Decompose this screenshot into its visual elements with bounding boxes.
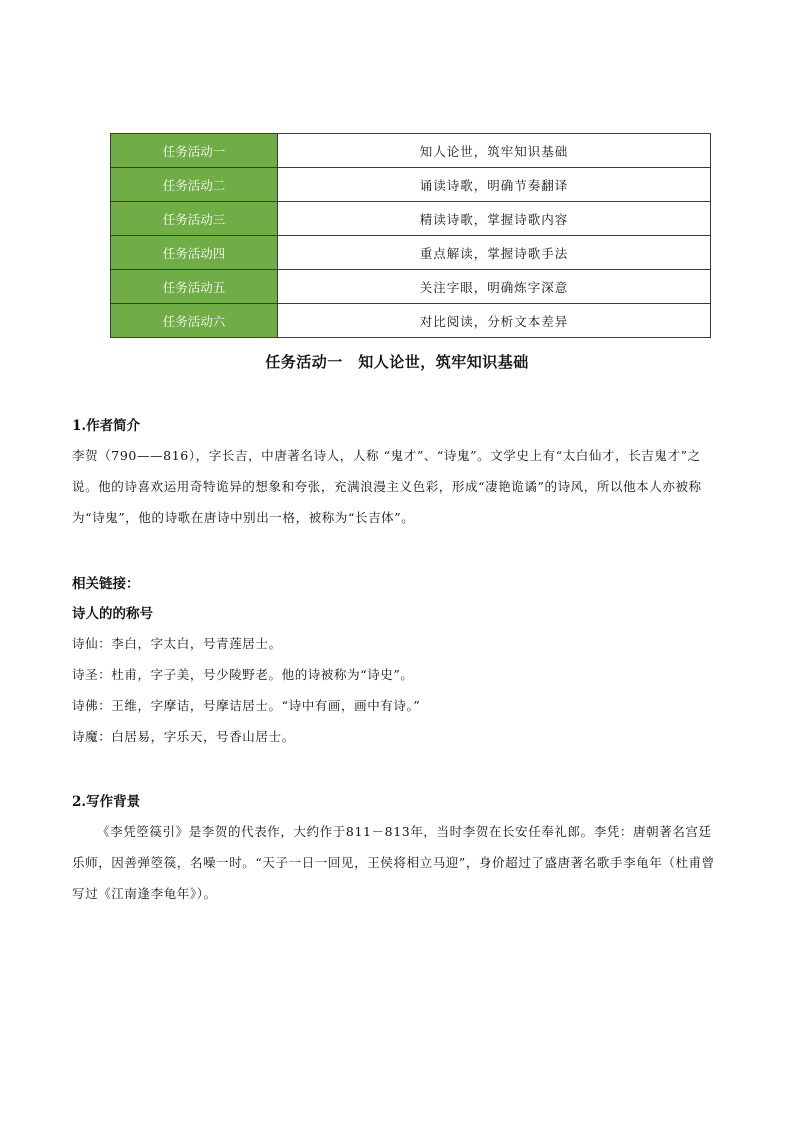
task-activity-table bbox=[110, 133, 711, 338]
table-row bbox=[111, 134, 711, 168]
list-item: 诗魔：白居易，字乐天，号香山居士。 bbox=[72, 729, 295, 744]
table-row bbox=[111, 202, 711, 236]
description-cell: 对比阅读，分析文本差异 bbox=[278, 304, 711, 338]
description-cell: 重点解读，掌握诗歌手法 bbox=[278, 236, 711, 270]
related-subheading: 诗人的的称号 bbox=[72, 606, 153, 622]
background-paragraph: 《李凭箜篌引》是李贺的代表作，大约作于811－813年，当时李贺在长安任奉礼郎。李凭：唐朝著名宫廷乐师，因善弹箜篌，名噪一时。“天子一日一回见，王侯将相立马迎”，身价超过了盛唐著名歌手李龟年（杜甫曾写过《江南逢李龟年》）。 bbox=[72, 824, 715, 901]
activity-cell: 任务活动一 bbox=[111, 134, 278, 168]
table-row bbox=[111, 168, 711, 202]
list-item: 诗仙：李白，字太白，号青莲居士。 bbox=[72, 636, 282, 651]
section-title: 任务活动一 知人论世，筑牢知识基础 bbox=[265, 353, 529, 371]
activity-cell: 任务活动六 bbox=[111, 304, 278, 338]
list-item: 诗圣：杜甫，字子美，号少陵野老。他的诗被称为“诗史”。 bbox=[72, 667, 414, 682]
activity-cell: 任务活动三 bbox=[111, 202, 278, 236]
description-cell: 诵读诗歌，明确节奏翻译 bbox=[278, 168, 711, 202]
related-heading: 相关链接： bbox=[72, 576, 140, 592]
author-paragraph: 李贺（790——816），字长吉，中唐著名诗人，人称 “鬼才”、“诗鬼”。文学史上有“太白仙才，长吉鬼才”之说。他的诗喜欢运用奇特诡异的想象和夸张，充满浪漫主义色彩，形成“凄艳诡谲”的诗风，所以他本人亦被称为“诗鬼”，他的诗歌在唐诗中别出一格，被称为“长吉体”。 bbox=[72, 448, 702, 525]
activity-cell: 任务活动二 bbox=[111, 168, 278, 202]
background-heading: 2.写作背景 bbox=[72, 794, 141, 810]
description-cell: 精读诗歌，掌握诗歌内容 bbox=[278, 202, 711, 236]
author-heading: 1.作者简介 bbox=[72, 418, 141, 434]
list-item: 诗佛：王维，字摩诘，号摩诘居士。“诗中有画，画中有诗。” bbox=[72, 698, 421, 713]
activity-cell: 任务活动四 bbox=[111, 236, 278, 270]
description-cell: 关注字眼，明确炼字深意 bbox=[278, 270, 711, 304]
table-row bbox=[111, 236, 711, 270]
activity-cell: 任务活动五 bbox=[111, 270, 278, 304]
table-row bbox=[111, 270, 711, 304]
table-row bbox=[111, 304, 711, 338]
description-cell: 知人论世，筑牢知识基础 bbox=[278, 134, 711, 168]
